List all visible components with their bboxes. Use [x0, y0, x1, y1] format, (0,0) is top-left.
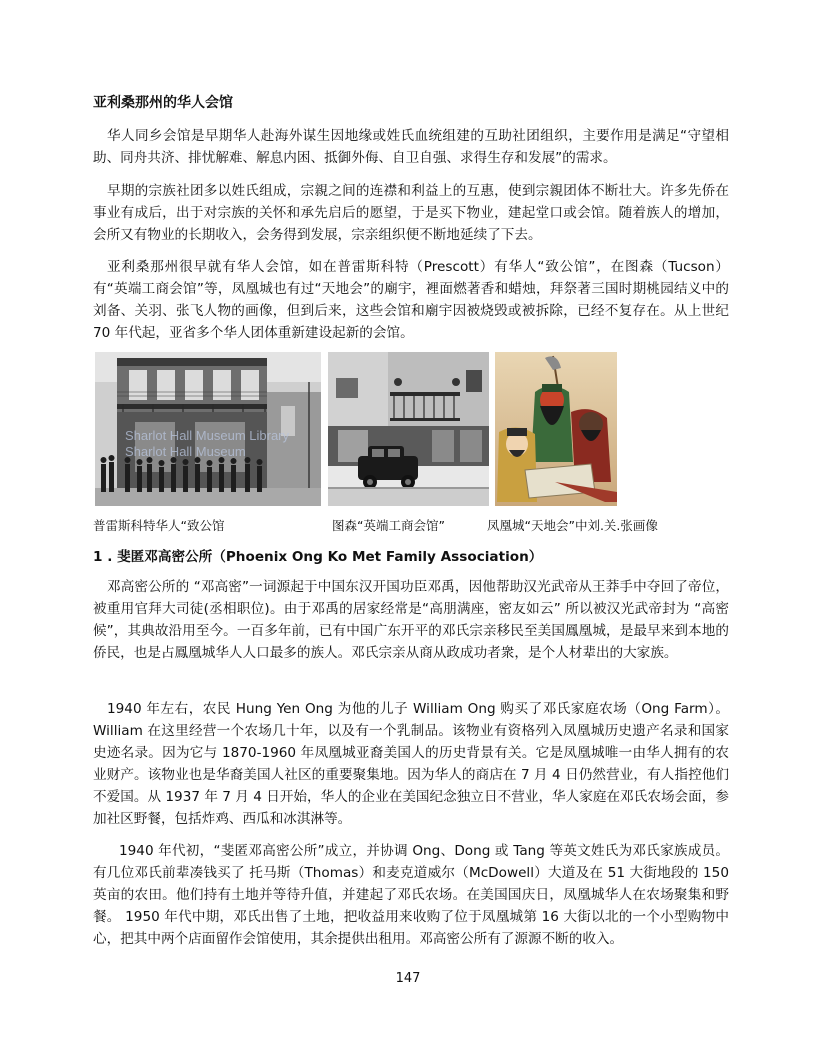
photo-caption-prescott: 普雷斯科特华人“致公馆: [93, 518, 225, 533]
photo-caption-painting: 凤凰城“天地会”中刘.关.张画像: [487, 518, 658, 533]
paragraph-intro: 华人同乡会馆是早期华人赴海外谋生因地缘或姓氏血统组建的互助社团组织，主要作用是满足“守望相助、同舟共济、排忧解难、解息内困、抵御外侮、自卫自强、求得生存和发展”的需求。: [93, 128, 729, 166]
section-title: 亚利桑那州的华人会馆: [93, 95, 233, 111]
page-number: 147: [395, 971, 421, 986]
paragraph-ong-ko-met-origin: 邓高密公所的 “邓高密”一词源起于中国东汉开国功臣邓禹，因他帮助汉光武帝从王莽手中夺回了帝位，被重用官拜大司徒(丞相职位)。由于邓禹的居家经常是“高朋满座，密友如云” 所以被汉光武帝封为 “高密候”，其典故沿用至今。一百多年前，已有中国广东开平的邓氏宗亲移民至美国鳳凰城，是最早来到本地的侨民，也是占鳳凰城华人人口最多的族人。邓氏宗亲从商从政成功者衆，是个人材辈出的大家族。: [93, 579, 729, 661]
photo-prescott-hall: [95, 352, 321, 506]
paragraph-clan-groups: 早期的宗族社团多以姓氏组成，宗親之间的连襟和利益上的互惠，使到宗親团体不断壮大。许多先侨在事业有成后，出于对宗族的关怀和承先启后的愿望，于是买下物业，建起堂口或会馆。随着族人的增加，会所又有物业的长期收入，会务得到发展，宗亲组织便不断地延续了下去。: [93, 183, 729, 243]
photo-caption-tucson: 图森“英端工商会馆”: [332, 518, 445, 533]
photo-watermark-line-2: Sharlot Hall Museum: [125, 444, 246, 459]
photo-three-brothers-painting: [495, 352, 617, 506]
paragraph-ong-farm: 1940 年左右，农民 Hung Yen Ong 为他的儿子 William Ong 购买了邓氏家庭农场（Ong Farm）。William 在这里经营一个农场几十年，以及有一个乳制品。该物业有资格列入凤凰城历史遗产名录和国家史迹名录。因为它与 1870-1960 年凤凰城亚裔美国人的历史背景有关。它是凤凰城唯一由华人拥有的农业财产。该物业也是华裔美国人社区的重要聚集地。因为华人的商店在 7 月 4 日仍然营业，有人指控他们不爱国。从 1937 年 7 月 4 日开始，华人的企业在美国纪念独立日不营业，华人家庭在邓氏农场会面，参加社区野餐，包括炸鸡、西瓜和冰淇淋等。: [93, 701, 729, 827]
subsection-title: 1 . 斐匿邓高密公所（Phoenix Ong Ko Met Family Association）: [93, 549, 543, 565]
photo-watermark-line-1: Sharlot Hall Museum Library: [125, 428, 290, 443]
photo-tucson-hall: [328, 352, 489, 506]
paragraph-arizona-halls: 亚利桑那州很早就有华人会馆，如在普雷斯科特（Prescott）有华人“致公馆”，在图森（Tucson）有“英端工商会馆”等，凤凰城也有过“天地会”的廟宇，裡面燃著香和蜡烛，拜祭著三国时期桃园结义中的刘备、关羽、张飞人物的画像，但到后来，这些会馆和廟宇因被烧毁或被拆除，已经不复存在。从上世纪 70 年代起，亚省多个华人团体重新建设起新的会馆。: [93, 259, 729, 341]
paragraph-association-founding: 1940 年代初，“斐匿邓高密公所”成立，并协调 Ong、Dong 或 Tang 等英文姓氏为邓氏家族成员。有几位邓氏前辈凑钱买了 托马斯（Thomas）和麦克道威尔（McDowell）大道及在 51 大街地段的 150 英亩的农田。他们持有土地并等待升值，并建起了邓氏农场。在美国国庆日，凤凰城华人在农场聚集和野餐。 1950 年代中期，邓氏出售了土地，把收益用来收购了位于凤凰城第 16 大街以北的一个小型购物中心，把其中两个店面留作会馆使用，其余提供出租用。邓高密公所有了源源不断的收入。: [93, 843, 729, 947]
